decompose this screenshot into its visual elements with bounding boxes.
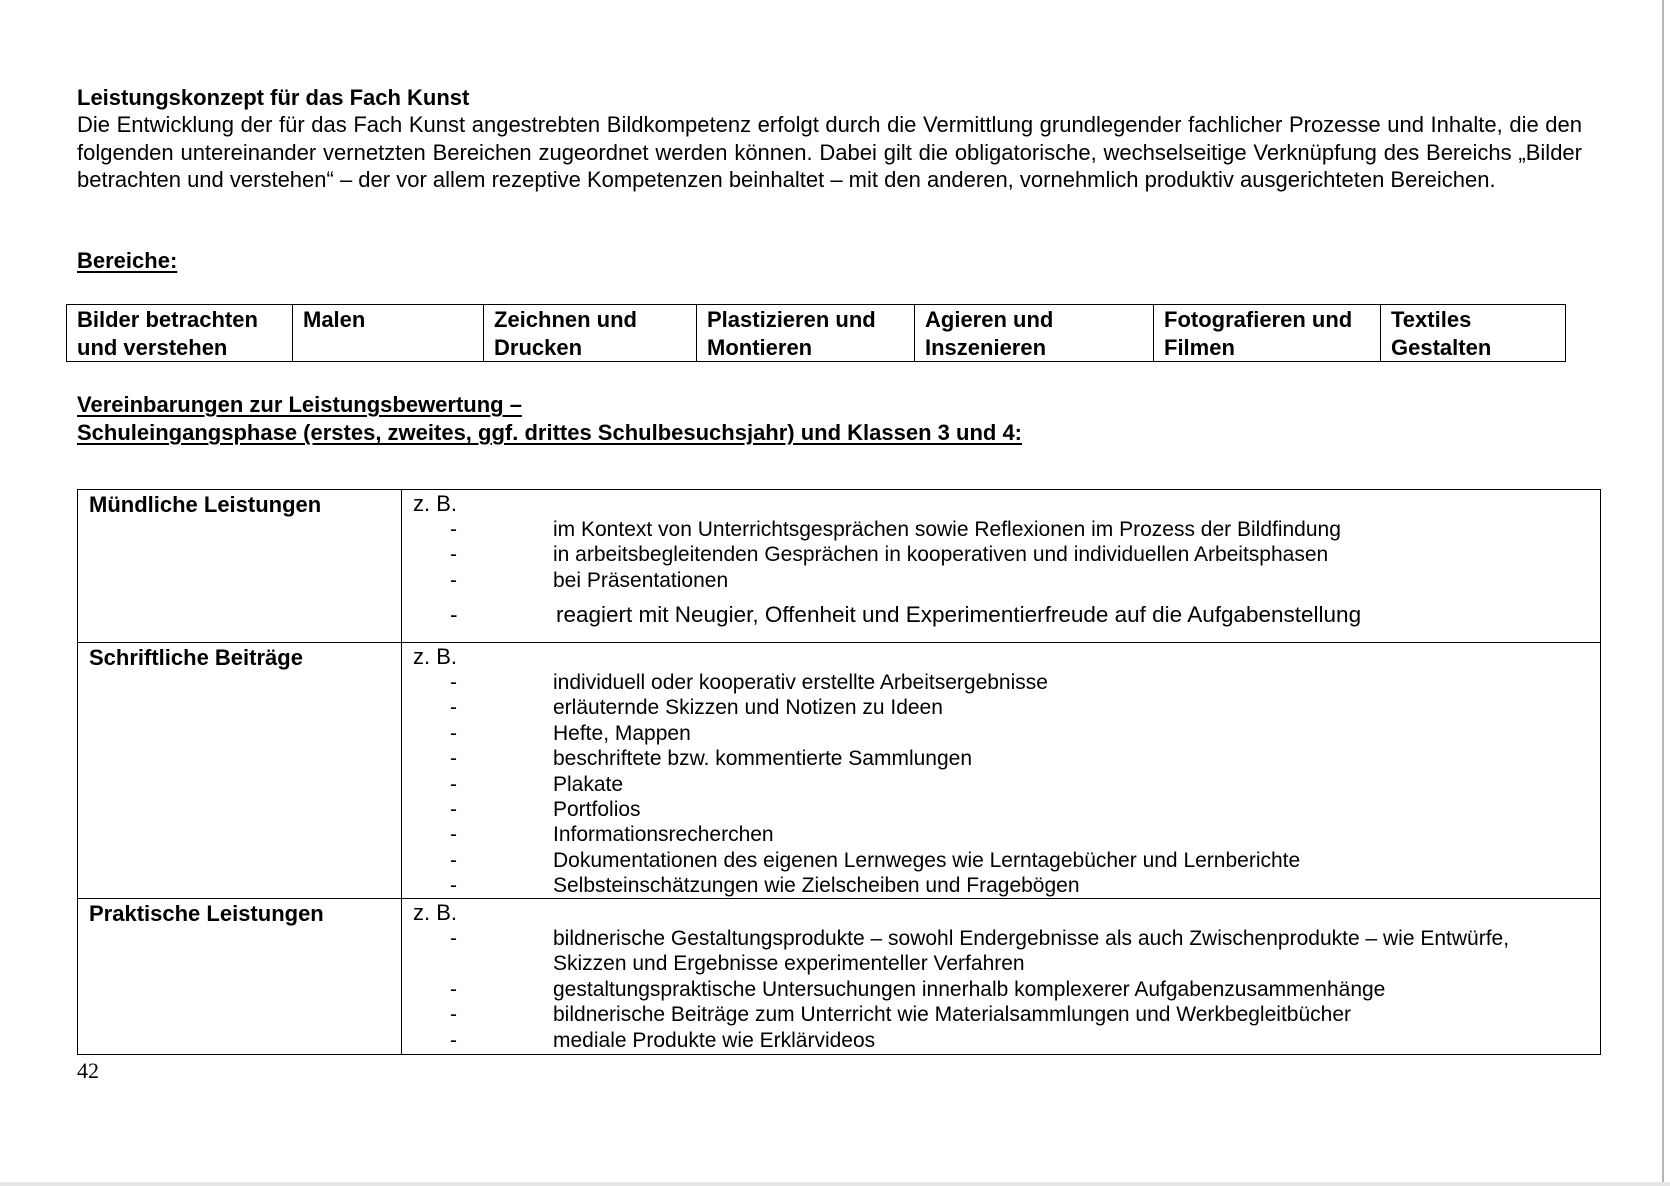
list-item: - bildnerische Gestaltungsprodukte – sowohl Endergebnisse als auch Zwischenprodukte – wie Entwürfe, Skizzen und Ergebnisse experimenteller Verfahren	[450, 927, 1510, 976]
example-prefix: z. B.	[413, 644, 458, 669]
area-label: Malen	[303, 307, 366, 332]
list-item: - gestaltungspraktische Untersuchungen innerhalb komplexerer Aufgabenzusammenhänge	[450, 977, 1386, 1001]
area-cell	[915, 305, 1154, 361]
grading-table	[77, 489, 1601, 1055]
grading-row-practical	[78, 898, 1600, 1054]
list-item: - individuell oder kooperativ erstellte Arbeitsergebnisse	[450, 671, 1048, 694]
area-label: Gestalten	[1391, 335, 1492, 360]
area-label: Filmen	[1164, 335, 1235, 360]
grading-row-oral	[78, 490, 1600, 642]
area-cell	[1154, 305, 1381, 361]
list-item: - Hefte, Mappen	[450, 721, 691, 745]
example-prefix: z. B.	[413, 900, 458, 925]
grading-content	[402, 643, 1600, 898]
area-cell	[697, 305, 915, 361]
area-label: Inszenieren	[925, 335, 1047, 360]
list-item: - in arbeitsbegleitenden Gesprächen in kooperativen und individuellen Arbeitsphasen	[450, 543, 1329, 567]
area-cell	[484, 305, 697, 361]
areas-heading: Bereiche:	[77, 248, 178, 273]
list-item: - Selbsteinschätzungen wie Zielscheiben und Fragebögen	[450, 874, 1080, 898]
area-label: Agieren und	[925, 307, 1054, 332]
agreement-heading-line2: Schuleingangsphase (erstes, zweites, ggf. drittes Schulbesuchsjahr) und Klassen 3 und 4:	[77, 420, 1023, 445]
page-number: 42	[77, 1058, 99, 1083]
list-item: - im Kontext von Unterrichtsgesprächen sowie Reflexionen im Prozess der Bildfindung	[450, 518, 1341, 541]
area-label: Textiles	[1391, 307, 1472, 332]
grading-label: Praktische Leistungen	[78, 899, 402, 1054]
list-item: - erläuternde Skizzen und Notizen zu Ideen	[450, 696, 943, 720]
area-label: Montieren	[707, 335, 813, 360]
list-item: - beschriftete bzw. kommentierte Sammlungen	[450, 747, 973, 771]
list-item: - reagiert mit Neugier, Offenheit und Experimentierfreude auf die Aufgabenstellung	[450, 602, 1362, 628]
grading-content	[402, 899, 1600, 1054]
area-label: Bilder betrachten	[77, 307, 258, 332]
grading-content	[402, 490, 1600, 642]
document-title: Leistungskonzept für das Fach Kunst	[77, 85, 470, 110]
list-item: - mediale Produkte wie Erklärvideos	[450, 1028, 876, 1052]
area-label: Fotografieren und	[1164, 307, 1353, 332]
area-label: und verstehen	[77, 335, 228, 360]
page-edge-divider	[1662, 0, 1664, 1186]
area-cell	[293, 305, 484, 361]
list-item: - bildnerische Beiträge zum Unterricht wie Materialsammlungen und Werkbegleitbücher	[450, 1003, 1351, 1027]
area-label: Plastizieren und	[707, 307, 876, 332]
intro-paragraph: Die Entwicklung der für das Fach Kunst angestrebten Bildkompetenz erfolgt durch die Vermittlung grundlegender fachlicher Prozesse und Inhalte, die den folgenden untereinander vernetzten Bereichen zugeordnet werden können. Dabei gilt die obligatorische, wechselseitige Verknüpfung des Bereichs „Bilder betrachten und verstehen“ – der vor allem rezeptive Kompetenzen beinhaltet – mit den anderen, vornehmlich produktiv ausgerichteten Bereichen.	[77, 112, 1582, 192]
areas-table	[66, 304, 1566, 362]
area-label: Zeichnen und	[494, 307, 637, 332]
agreement-heading-line1: Vereinbarungen zur Leistungsbewertung –	[77, 392, 522, 417]
grading-row-written	[78, 642, 1600, 898]
grading-label: Schriftliche Beiträge	[78, 643, 402, 898]
list-item: - Portfolios	[450, 798, 641, 822]
example-prefix: z. B.	[413, 491, 458, 516]
list-item: - Informationsrecherchen	[450, 823, 774, 847]
list-item: - Dokumentationen des eigenen Lernweges wie Lerntagebücher und Lernberichte	[450, 848, 1301, 872]
area-label: Drucken	[494, 335, 583, 360]
list-item: - bei Präsentationen	[450, 568, 729, 592]
list-item: - Plakate	[450, 772, 624, 796]
grading-label: Mündliche Leistungen	[78, 490, 402, 642]
area-cell	[1381, 305, 1565, 361]
area-cell	[67, 305, 293, 361]
page-bottom-divider	[0, 1182, 1670, 1186]
